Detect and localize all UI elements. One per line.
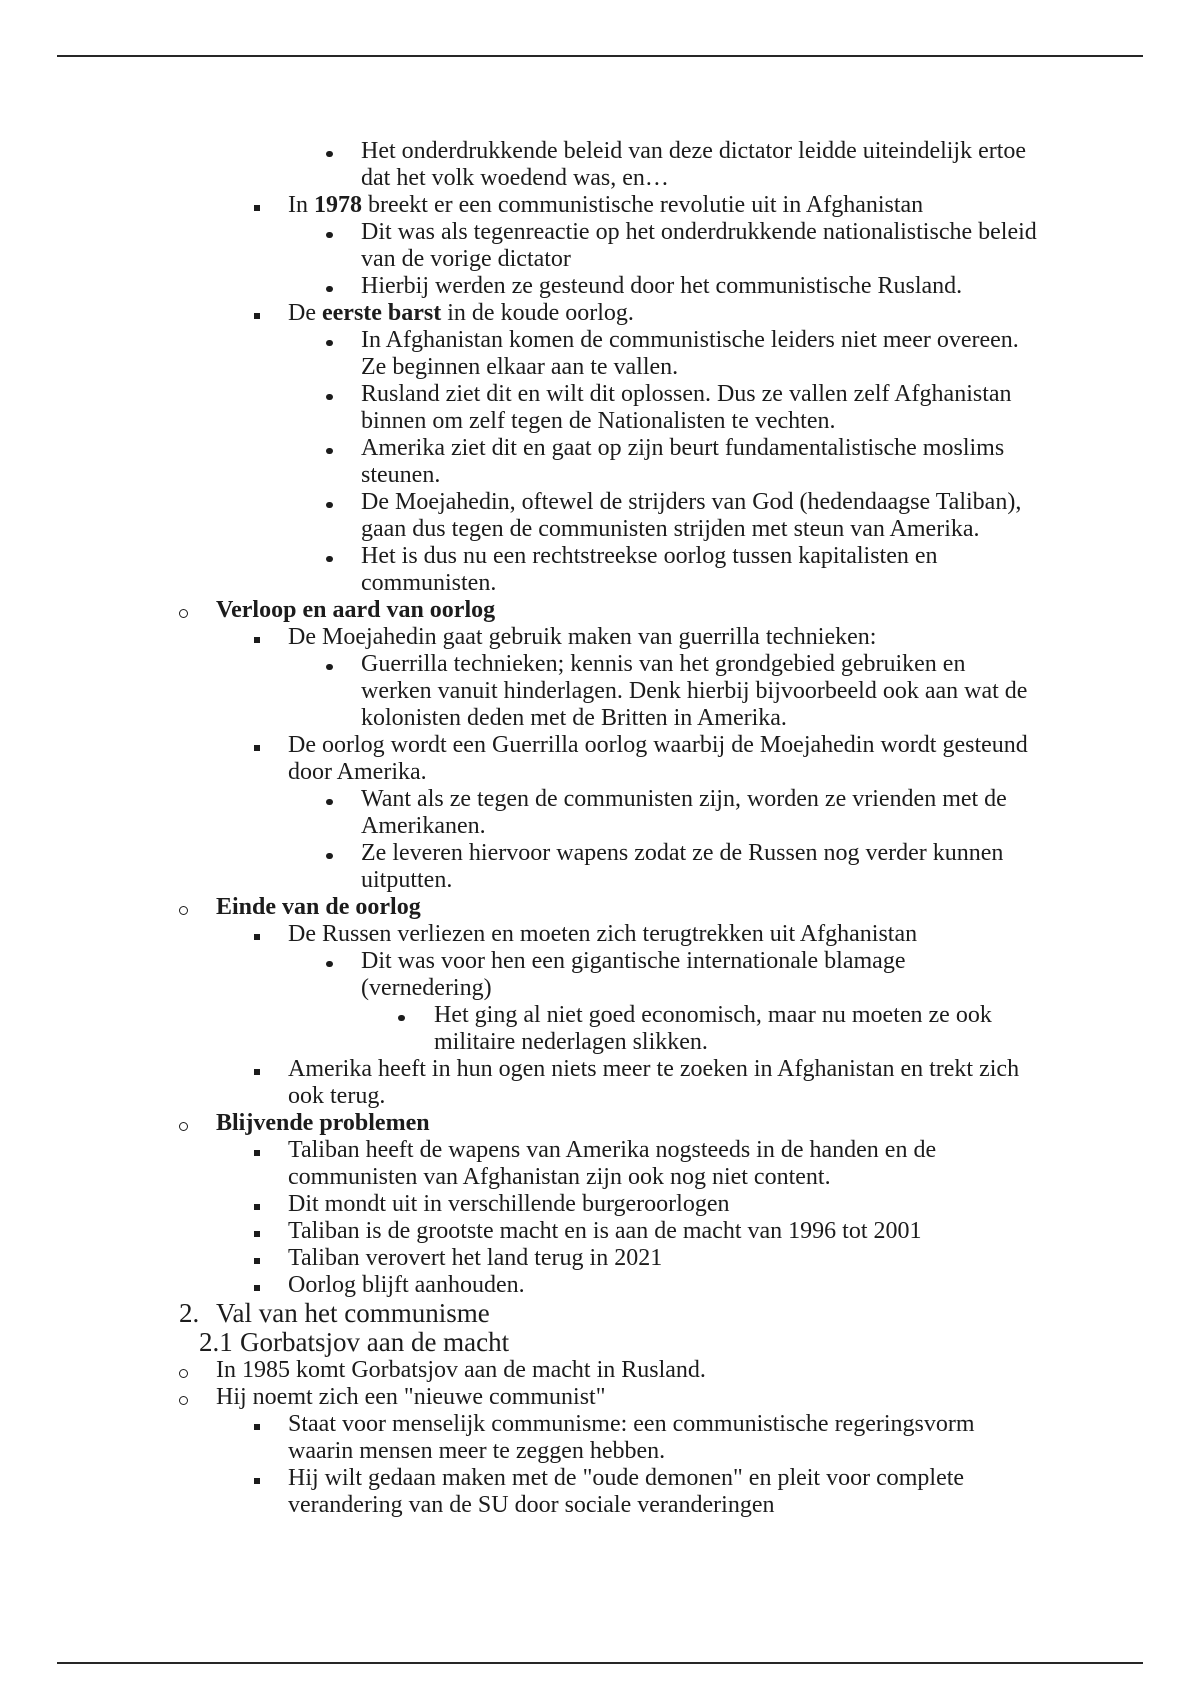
text-line: Dit was voor hen een gigantische internationale blamage — [361, 948, 906, 974]
bullet-circle-icon — [179, 1396, 188, 1405]
bullet-square-icon — [254, 1069, 260, 1075]
text-line: Hij noemt zich een "nieuwe communist" — [216, 1384, 606, 1410]
bullet-square-icon — [254, 205, 260, 211]
list-item-level-3 — [0, 786, 1200, 840]
bullet-dot-icon — [326, 448, 333, 455]
bullet-dot-icon — [326, 232, 333, 239]
list-item-level-1 — [0, 1110, 1200, 1137]
bullet-square-icon — [254, 1285, 260, 1291]
list-item-level-2 — [0, 300, 1200, 327]
header-rule — [57, 55, 1143, 57]
text-line: uitputten. — [361, 867, 453, 893]
bullet-dot-icon — [326, 556, 333, 563]
bullet-square-icon — [254, 745, 260, 751]
text-line: Het is dus nu een rechtstreekse oorlog tussen kapitalisten en — [361, 543, 938, 569]
list-item-level-3 — [0, 138, 1200, 192]
text-run: De — [288, 300, 322, 326]
text-line: De Moejahedin gaat gebruik maken van guerrilla technieken: — [288, 624, 877, 650]
list-item-level-3 — [0, 948, 1200, 1002]
bullet-square-icon — [254, 1424, 260, 1430]
subsection-heading — [0, 1328, 1200, 1357]
text-line: In Afghanistan komen de communistische leiders niet meer overeen. — [361, 327, 1019, 353]
list-item-level-2 — [0, 1137, 1200, 1191]
list-item-level-2 — [0, 1411, 1200, 1465]
text-line: Staat voor menselijk communisme: een communistische regeringsvorm — [288, 1411, 975, 1437]
text-line: Amerikanen. — [361, 813, 486, 839]
bullet-circle-icon — [179, 609, 188, 618]
bold-text: Einde van de oorlog — [216, 894, 421, 920]
text-line: De oorlog wordt een Guerrilla oorlog waarbij de Moejahedin wordt gesteund — [288, 732, 1028, 758]
text-line: waarin mensen meer te zeggen hebben. — [288, 1438, 666, 1464]
text-line: Ze beginnen elkaar aan te vallen. — [361, 354, 679, 380]
list-item-level-3 — [0, 327, 1200, 381]
bold-text: eerste barst — [321, 300, 442, 326]
text-line: verandering van de SU door sociale veranderingen — [288, 1492, 775, 1518]
list-item-level-4 — [0, 1002, 1200, 1056]
list-item-level-3 — [0, 273, 1200, 300]
text-line: militaire nederlagen slikken. — [434, 1029, 708, 1055]
text-line: werken vanuit hinderlagen. Denk hierbij bijvoorbeeld ook aan wat de — [361, 678, 1028, 704]
text-line: Taliban is de grootste macht en is aan de macht van 1996 tot 2001 — [288, 1218, 922, 1244]
bullet-dot-icon — [398, 1015, 405, 1022]
footer-rule — [57, 1662, 1143, 1664]
list-item-level-3 — [0, 489, 1200, 543]
bullet-square-icon — [254, 637, 260, 643]
text-line: Want als ze tegen de communisten zijn, worden ze vrienden met de — [361, 786, 1007, 812]
text-line: Rusland ziet dit en wilt dit oplossen. Dus ze vallen zelf Afghanistan — [361, 381, 1012, 407]
text-line: De Russen verliezen en moeten zich terugtrekken uit Afghanistan — [288, 921, 918, 947]
text-line: Guerrilla technieken; kennis van het grondgebied gebruiken en — [361, 651, 966, 677]
section-title: Val van het communisme — [216, 1298, 490, 1328]
bullet-dot-icon — [326, 502, 333, 509]
text-line: communisten van Afghanistan zijn ook nog niet content. — [288, 1164, 831, 1190]
bullet-dot-icon — [326, 340, 333, 347]
bullet-dot-icon — [326, 286, 333, 293]
list-item-level-2 — [0, 921, 1200, 948]
list-item-level-1 — [0, 1357, 1200, 1384]
bullet-dot-icon — [326, 961, 333, 968]
list-item-level-2 — [0, 1465, 1200, 1519]
list-item-level-2 — [0, 1218, 1200, 1245]
list-item-level-2 — [0, 1191, 1200, 1218]
list-item-level-1 — [0, 1384, 1200, 1411]
text-line: Amerika heeft in hun ogen niets meer te zoeken in Afghanistan en trekt zich — [288, 1056, 1020, 1082]
text-line: Oorlog blijft aanhouden. — [288, 1272, 525, 1298]
document-body — [0, 138, 1200, 1519]
bold-text: Blijvende problemen — [216, 1110, 430, 1136]
text-run: in de koude oorlog. — [441, 300, 634, 326]
bullet-circle-icon — [179, 1369, 188, 1378]
bold-text: 1978 — [314, 192, 362, 218]
list-item-level-2 — [0, 1245, 1200, 1272]
text-line — [0, 300, 1200, 327]
section-number: 2.1 — [199, 1327, 233, 1357]
list-item-level-2 — [0, 1056, 1200, 1110]
text-run: In — [288, 192, 314, 218]
bullet-square-icon — [254, 1150, 260, 1156]
text-line: Amerika ziet dit en gaat op zijn beurt fundamentalistische moslims — [361, 435, 1005, 461]
text-line: door Amerika. — [288, 759, 427, 785]
text-run: breekt er een communistische revolutie uit in Afghanistan — [362, 192, 924, 218]
text-line: steunen. — [361, 462, 441, 488]
text-line: Hierbij werden ze gesteund door het communistische Rusland. — [361, 273, 963, 299]
list-item-level-2 — [0, 192, 1200, 219]
text-line: (vernedering) — [361, 975, 492, 1001]
list-item-level-3 — [0, 435, 1200, 489]
bullet-circle-icon — [179, 906, 188, 915]
list-item-level-2 — [0, 732, 1200, 786]
list-item-level-1 — [0, 894, 1200, 921]
bullet-dot-icon — [326, 799, 333, 806]
text-line: ook terug. — [288, 1083, 386, 1109]
text-line: In 1985 komt Gorbatsjov aan de macht in Rusland. — [216, 1357, 706, 1383]
section-heading — [0, 1299, 1200, 1328]
bullet-square-icon — [254, 1204, 260, 1210]
bullet-square-icon — [254, 1258, 260, 1264]
list-item-level-3 — [0, 651, 1200, 732]
list-item-level-2 — [0, 624, 1200, 651]
text-line: Het onderdrukkende beleid van deze dictator leidde uiteindelijk ertoe — [361, 138, 1027, 164]
bullet-square-icon — [254, 313, 260, 319]
text-line: Taliban heeft de wapens van Amerika nogsteeds in de handen en de — [288, 1137, 937, 1163]
bullet-dot-icon — [326, 853, 333, 860]
text-line: Hij wilt gedaan maken met de "oude demonen" en pleit voor complete — [288, 1465, 965, 1491]
list-item-level-3 — [0, 219, 1200, 273]
list-item-level-3 — [0, 543, 1200, 597]
text-line: van de vorige dictator — [361, 246, 571, 272]
bullet-square-icon — [254, 1231, 260, 1237]
text-line: De Moejahedin, oftewel de strijders van God (hedendaagse Taliban), — [361, 489, 1022, 515]
text-line: Dit was als tegenreactie op het onderdrukkende nationalistische beleid — [361, 219, 1037, 245]
text-line — [0, 192, 1200, 219]
bold-text: Verloop en aard van oorlog — [216, 597, 496, 623]
list-item-level-1 — [0, 597, 1200, 624]
list-item-level-2 — [0, 1272, 1200, 1299]
text-line: binnen om zelf tegen de Nationalisten te vechten. — [361, 408, 836, 434]
text-line: gaan dus tegen de communisten strijden met steun van Amerika. — [361, 516, 980, 542]
text-line: communisten. — [361, 570, 497, 596]
bullet-dot-icon — [326, 394, 333, 401]
section-number: 2. — [179, 1298, 200, 1328]
text-line: Taliban verovert het land terug in 2021 — [288, 1245, 663, 1271]
bullet-dot-icon — [326, 664, 333, 671]
bullet-square-icon — [254, 1478, 260, 1484]
list-item-level-3 — [0, 840, 1200, 894]
bullet-circle-icon — [179, 1122, 188, 1131]
text-line: dat het volk woedend was, en… — [361, 165, 669, 191]
list-item-level-3 — [0, 381, 1200, 435]
section-title: Gorbatsjov aan de macht — [240, 1327, 510, 1357]
bullet-square-icon — [254, 934, 260, 940]
bullet-dot-icon — [326, 151, 333, 158]
text-line: Ze leveren hiervoor wapens zodat ze de Russen nog verder kunnen — [361, 840, 1004, 866]
text-line: Dit mondt uit in verschillende burgeroorlogen — [288, 1191, 730, 1217]
text-line: kolonisten deden met de Britten in Amerika. — [361, 705, 787, 731]
text-line: Het ging al niet goed economisch, maar nu moeten ze ook — [434, 1002, 992, 1028]
